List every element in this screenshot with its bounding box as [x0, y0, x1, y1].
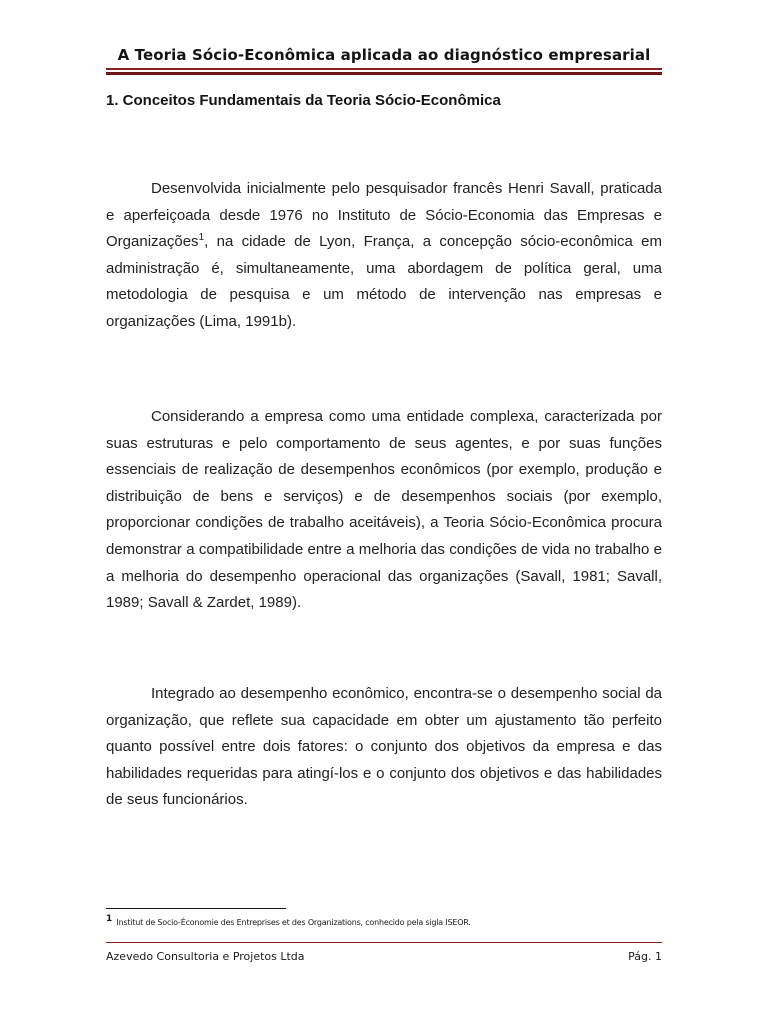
footnote: [106, 914, 662, 927]
footer-rule: [106, 942, 662, 943]
footnote-text: Institut de Socio-Économie des Entreprises et des Organizations, conhecido pela sigla ISEOR.: [116, 918, 471, 927]
footnote-reference: 1: [198, 232, 205, 244]
footnote-mark: 1: [106, 914, 113, 925]
paragraph-2: Considerando a empresa como uma entidade complexa, caracterizada por suas estruturas e pelo comportamento de seus agentes, e por suas funções essenciais de realização de desempenhos econômicos (por exemplo, produção e distribuição de bens e serviços) e de desempenhos sociais (por exemplo, proporcionar condições de trabalho aceitáveis), a Teoria Sócio-Econômica procura demonstrar a compatibilidade entre a melhoria das condições de vida no trabalho e a melhoria do desempenho operacional das organizações (Savall, 1981; Savall, 1989; Savall & Zardet, 1989).: [106, 408, 662, 612]
paragraph-1: [106, 176, 662, 336]
header-rule-thin: [106, 68, 662, 70]
footer-company: Azevedo Consultoria e Projetos Ltda: [106, 950, 305, 963]
running-header: A Teoria Sócio-Econômica aplicada ao diagnóstico empresarial: [117, 46, 651, 64]
paragraph-3: Integrado ao desempenho econômico, encontra-se o desempenho social da organização, que reflete sua capacidade em obter um ajustamento tão perfeito quanto possível entre dois fatores: o conjunto dos objetivos da empresa e das habilidades requeridas para atingí-los e o conjunto dos objetivos e das habilidades de seus funcionários.: [106, 685, 662, 809]
paragraph-1-text-a: Desenvolvida inicialmente pelo pesquisador francês Henri Savall, praticada e aperfeiçoada desde 1976 no Instituto de Sócio-Economia das Empresas e Organizações: [106, 180, 662, 251]
page-number: Pág. 1: [628, 950, 662, 963]
paragraph-1-text-b: , na cidade de Lyon, França, a concepção sócio-econômica em administração é, simultaneamente, uma abordagem de política geral, uma metodologia de pesquisa e um método de intervenção nas empresas e organizações (Lima, 1991b).: [106, 233, 662, 330]
section-title: 1. Conceitos Fundamentais da Teoria Sócio-Econômica: [106, 92, 501, 109]
footnote-separator: [106, 908, 286, 909]
header-rule-thick: [106, 72, 662, 75]
